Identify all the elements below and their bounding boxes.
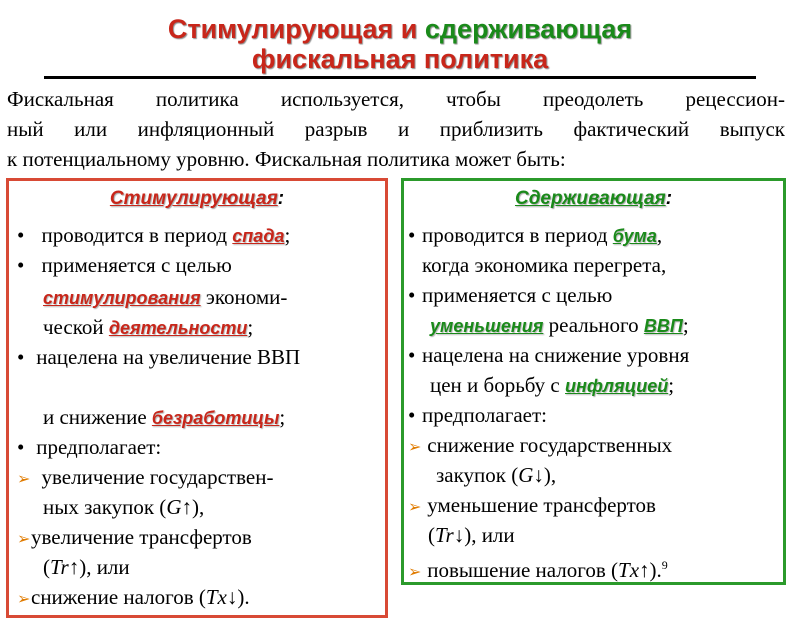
list-item-continuation: когда экономика перегрета,: [422, 253, 667, 277]
bullet-icon: •: [408, 403, 416, 427]
list-item-continuation: и снижение безработицы;: [43, 405, 286, 429]
bullet-icon: •: [408, 223, 416, 247]
arrow-down-icon: ↓: [226, 585, 238, 609]
arrow-bullet-icon: ➢: [17, 531, 31, 548]
arrow-down-icon: ↓: [533, 463, 544, 487]
intro-line: к потенциальному уровню. Фискальная политика может быть:: [7, 147, 566, 171]
list-item-continuation: уменьшения реального ВВП;: [430, 313, 689, 337]
sub-list-item-continuation: ных закупок (G↑),: [43, 495, 205, 519]
sub-list-item-continuation: (Tr↓), или: [428, 523, 515, 547]
bullet-icon: •: [408, 283, 416, 307]
restraining-heading: Сдерживающая:: [514, 188, 673, 209]
sub-list-item-continuation: (Tr↑), или: [43, 555, 130, 579]
slide-title: [40, 14, 760, 74]
intro-paragraph: [7, 84, 785, 174]
list-item: • проводится в период спада;: [17, 223, 291, 247]
sub-list-item: ➢снижение налогов (Tx↓).: [17, 583, 250, 614]
list-item: • нацелена на снижение уровня: [408, 343, 690, 367]
sub-list-item: ➢ повышение налогов (Tx↑).$^9$: [408, 551, 668, 587]
title-line-2: фискальная политика: [251, 44, 549, 74]
title-restraining: сдерживающая: [424, 14, 633, 44]
bullet-icon: •: [17, 345, 25, 369]
arrow-bullet-icon: ➢: [17, 471, 31, 488]
sub-list-item: ➢ снижение государственных: [408, 431, 672, 462]
sub-list-item: ➢ увеличение государствен-: [17, 463, 273, 494]
list-item: • применяется с целью: [17, 253, 232, 277]
bullet-icon: •: [17, 435, 25, 459]
intro-line: ный или инфляционный разрыв и приблизить фактический выпуск: [7, 117, 785, 141]
list-item-continuation: стимулирования экономи-: [43, 285, 288, 309]
list-item: • проводится в период бума,: [408, 223, 663, 247]
arrow-bullet-icon: ➢: [408, 564, 422, 581]
sub-list-item-continuation: закупок (G↓),: [436, 463, 557, 487]
arrow-bullet-icon: ➢: [17, 591, 31, 608]
list-item: • предполагает:: [17, 435, 162, 459]
bullet-icon: •: [408, 343, 416, 367]
arrow-bullet-icon: ➢: [408, 439, 422, 456]
sub-list-item: ➢ уменьшение трансфертов: [408, 491, 656, 522]
stimulating-policy-box: [6, 178, 388, 618]
arrow-down-icon: ↓: [453, 523, 465, 547]
title-underline: [44, 76, 756, 79]
list-item: • предполагает:: [408, 403, 547, 427]
title-stimulating: Стимулирующая и: [167, 14, 418, 44]
title-line-1: [40, 14, 760, 44]
list-item-continuation: ческой деятельности;: [43, 315, 254, 339]
stimulating-heading: Стимулирующая:: [109, 188, 285, 209]
intro-line: Фискальная политика используется, чтобы преодолеть рецессион-: [7, 87, 785, 111]
restraining-policy-box: [401, 178, 786, 585]
bullet-icon: •: [17, 223, 25, 247]
arrow-up-icon: ↑: [639, 558, 650, 582]
list-item: • применяется с целью: [408, 283, 613, 307]
list-item: • нацелена на увеличение ВВП: [17, 345, 301, 369]
arrow-bullet-icon: ➢: [408, 499, 422, 516]
slide-number: 9: [661, 558, 668, 572]
arrow-up-icon: ↑: [181, 495, 192, 519]
bullet-icon: •: [17, 253, 25, 277]
sub-list-item: ➢увеличение трансфертов: [17, 523, 252, 554]
arrow-up-icon: ↑: [68, 555, 80, 579]
list-item-continuation: цен и борьбу с инфляцией;: [430, 373, 675, 397]
